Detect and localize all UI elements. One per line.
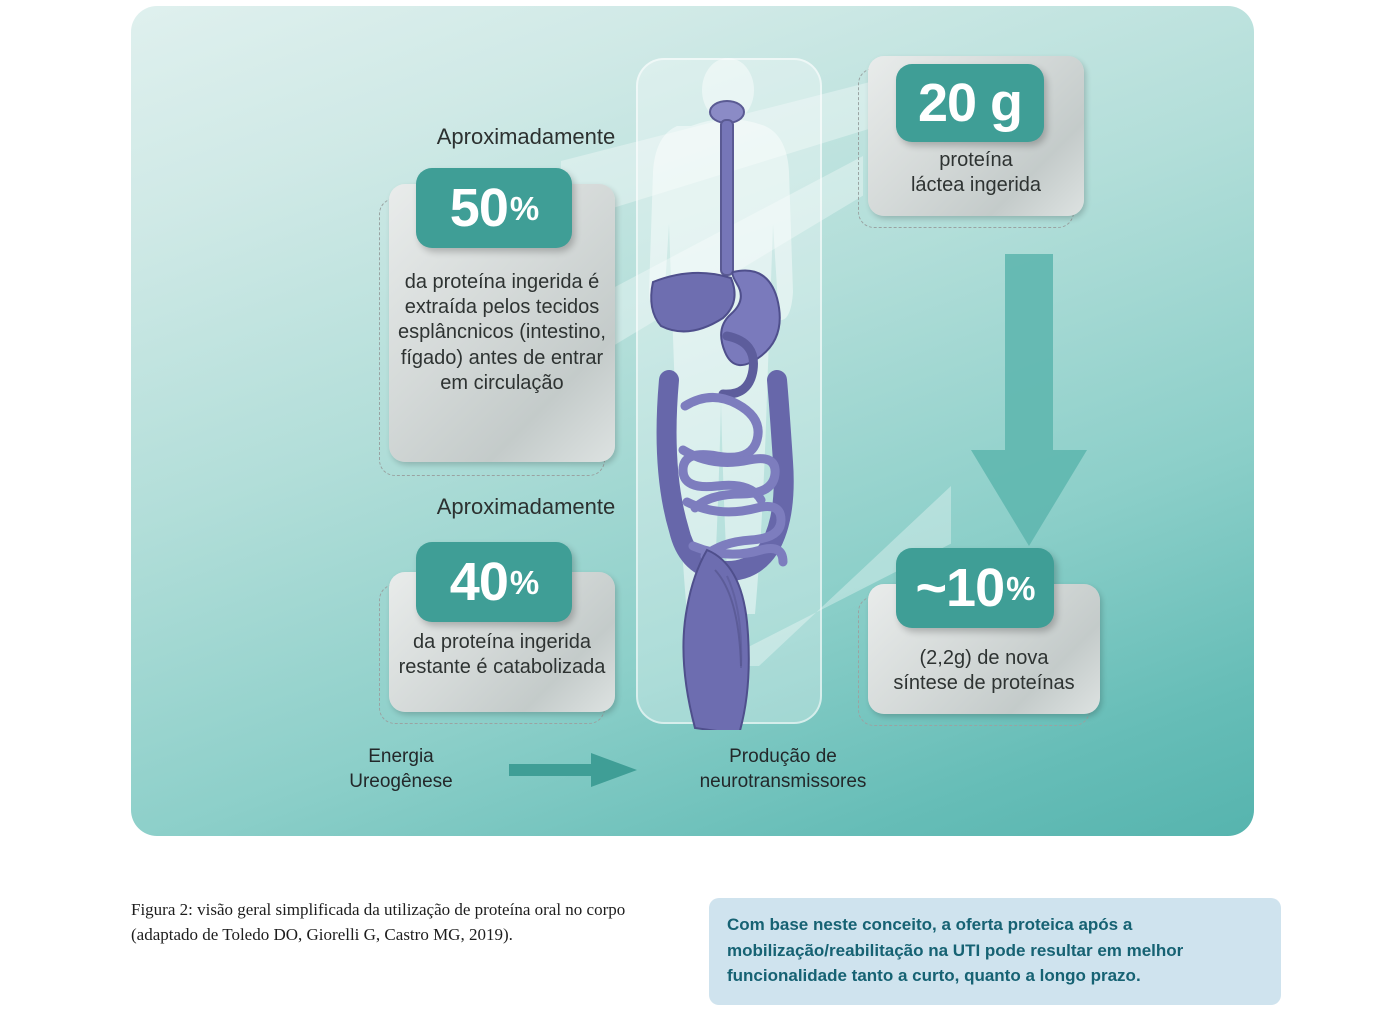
energy-label-line2: Ureogênese bbox=[349, 770, 453, 792]
protein-intake-value: 20 g bbox=[917, 73, 1023, 133]
catabolized-unit: % bbox=[509, 563, 539, 601]
human-anatomy-illustration bbox=[623, 50, 833, 730]
figure-caption: Figura 2: visão geral simplificada da utilização de proteína oral no corpo (adaptado de Toledo DO, Giorelli G, Castro MG, 2019). bbox=[131, 900, 626, 944]
catabolized-value: 40 bbox=[449, 552, 508, 612]
splanchnic-desc: da proteína ingerida é extraída pelos tecidos esplâncnicos (intestino, fígado) antes de entrar em circulação bbox=[398, 271, 606, 394]
neurotransmitter-label-line2: neurotransmissores bbox=[699, 770, 867, 792]
synthesis-unit: % bbox=[1006, 569, 1035, 607]
catabolized-desc: da proteína ingerida restante é catabolizada bbox=[398, 631, 606, 679]
catabolized-badge bbox=[416, 542, 572, 622]
protein-intake-badge bbox=[896, 64, 1044, 142]
protein-flow-arrow-icon bbox=[969, 254, 1089, 554]
splanchnic-unit: % bbox=[509, 189, 539, 227]
energy-flow-arrow-icon bbox=[509, 753, 639, 787]
splanchnic-value: 50 bbox=[449, 178, 508, 238]
energy-label-line1: Energia bbox=[368, 746, 434, 767]
synthesis-desc-line2: síntese de proteínas bbox=[893, 672, 1075, 695]
concept-note-box: Com base neste conceito, a oferta proteica após a mobilização/reabilitação na UTI pode resultar em melhor funcionalidade tanto a curto, quanto a longo prazo. bbox=[709, 898, 1281, 1005]
splanchnic-badge bbox=[416, 168, 572, 248]
neurotransmitter-label-line1: Produção de bbox=[729, 746, 837, 767]
protein-intake-desc-line1: proteína bbox=[939, 149, 1013, 171]
protein-intake-desc-line2: láctea ingerida bbox=[910, 174, 1042, 197]
synthesis-desc-line1: (2,2g) de nova bbox=[919, 647, 1049, 669]
synthesis-value: ~10 bbox=[915, 558, 1005, 618]
synthesis-badge bbox=[896, 548, 1054, 628]
splanchnic-approx-label: Aproximadamente bbox=[436, 124, 616, 149]
energy-flow-row bbox=[291, 741, 911, 801]
protein-utilization-infographic bbox=[131, 6, 1254, 836]
catabolized-approx-label: Aproximadamente bbox=[436, 494, 616, 519]
